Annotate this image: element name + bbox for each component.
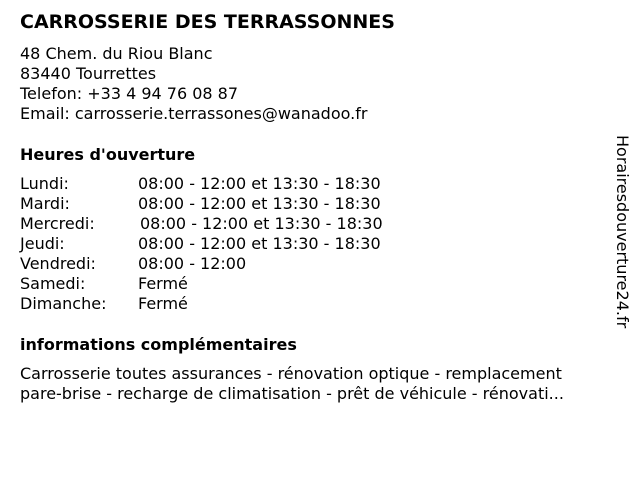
additional-info-text xyxy=(20,364,620,404)
hours-time: 08:00 - 12:00 xyxy=(138,254,247,273)
info-line-1: Carrosserie toutes assurances - rénovation optique - remplacement xyxy=(20,364,562,383)
hours-time: 08:00 - 12:00 et 13:30 - 18:30 xyxy=(140,214,383,233)
address-block xyxy=(20,44,367,124)
hours-time: Fermé xyxy=(138,274,188,293)
hours-time: 08:00 - 12:00 et 13:30 - 18:30 xyxy=(138,194,381,213)
hours-time: Fermé xyxy=(138,294,188,313)
hours-day: Jeudi: xyxy=(20,234,65,253)
hours-day: Mardi: xyxy=(20,194,70,213)
info-line-2: pare-brise - recharge de climatisation - prêt de véhicule - rénovati... xyxy=(20,384,564,403)
hours-day: Lundi: xyxy=(20,174,69,193)
opening-hours-title: Heures d'ouverture xyxy=(20,145,196,164)
additional-info-title: informations complémentaires xyxy=(20,335,297,354)
email-address: Email: carrosserie.terrassones@wanadoo.fr xyxy=(20,104,368,123)
hours-day: Mercredi: xyxy=(20,214,95,233)
business-name: CARROSSERIE DES TERRASSONNES xyxy=(20,11,395,33)
hours-time: 08:00 - 12:00 et 13:30 - 18:30 xyxy=(138,234,381,253)
hours-day: Samedi: xyxy=(20,274,86,293)
address-street: 48 Chem. du Riou Blanc xyxy=(20,44,213,63)
address-city: 83440 Tourrettes xyxy=(20,64,157,83)
hours-time: 08:00 - 12:00 et 13:30 - 18:30 xyxy=(138,174,381,193)
watermark-text: Horairesdouverture24.fr xyxy=(613,135,632,329)
hours-day: Dimanche: xyxy=(20,294,107,313)
phone-number: Telefon: +33 4 94 76 08 87 xyxy=(20,84,239,103)
watermark xyxy=(612,135,632,345)
hours-day: Vendredi: xyxy=(20,254,96,273)
